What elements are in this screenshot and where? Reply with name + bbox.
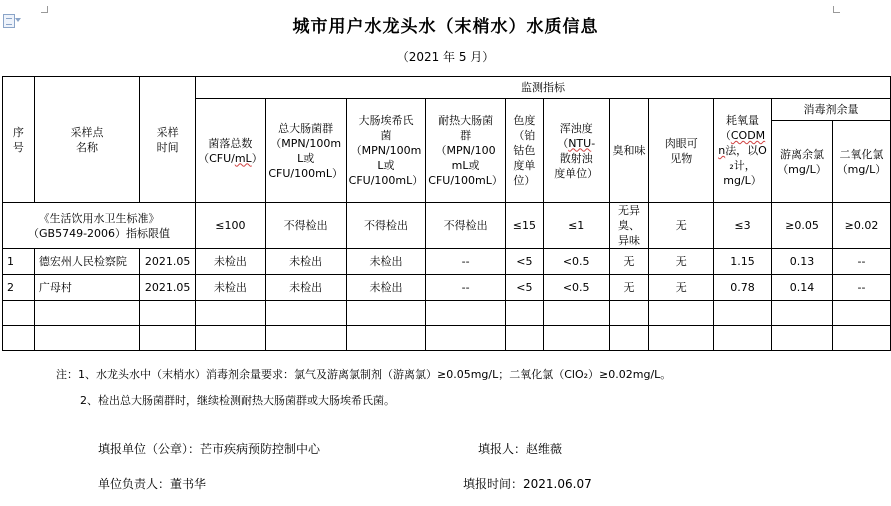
row-value: 0.13: [772, 249, 833, 275]
header-indicator-turbidity: 浑浊度 （NTU- 散射浊 度单位）: [543, 99, 609, 203]
report-date: 填报时间：2021.06.07: [463, 477, 592, 491]
standard-value: ≤15: [505, 203, 543, 249]
header-seq: 序 号: [3, 77, 35, 203]
row-value: 未检出: [346, 275, 426, 301]
standard-value: ≤3: [714, 203, 772, 249]
table-row-empty: [3, 326, 891, 351]
row-time: 2021.05: [140, 249, 196, 275]
row-value: <5: [505, 275, 543, 301]
row-site: 德宏州人民检察院: [34, 249, 139, 275]
row-seq: 1: [3, 249, 35, 275]
row-value: <0.5: [543, 249, 609, 275]
header-indicator-total-coliform: 总大肠菌群 （MPN/100m L或 CFU/100mL）: [265, 99, 346, 203]
standard-value: ≤1: [543, 203, 609, 249]
standard-value: 不得检出: [426, 203, 506, 249]
reporting-unit: 填报单位（公章）：芒市疾病预防控制中心: [98, 442, 321, 456]
header-indicator-visible: 肉眼可 见物: [649, 99, 714, 203]
header-indicator-free-chlorine: 游离余氯 （mg/L）: [772, 121, 833, 203]
standard-value: 不得检出: [346, 203, 426, 249]
standard-value: ≥0.05: [772, 203, 833, 249]
row-value: --: [426, 275, 506, 301]
header-indicator-chlorine-dioxide: 二氧化氯 （mg/L）: [832, 121, 890, 203]
note-line-1: 注：1、水龙头水中（末梢水）消毒剂余量要求：氯气及游离氯制剂（游离氯）≥0.05mg/L；二氧化氯（ClO₂）≥0.02mg/L。: [56, 368, 672, 381]
header-site: 采样点 名称: [34, 77, 139, 203]
header-indicator-ecoli: 大肠埃希氏 菌 （MPN/100m L或 CFU/100mL）: [346, 99, 426, 203]
table-row: [3, 275, 891, 301]
header-monitoring: 监测指标: [196, 77, 891, 99]
header-disinfectant-group: 消毒剂余量: [772, 99, 891, 121]
row-value: 1.15: [714, 249, 772, 275]
standard-value: ≤100: [196, 203, 266, 249]
row-value: --: [832, 249, 890, 275]
header-time: 采样 时间: [140, 77, 196, 203]
header-indicator-colony: 菌落总数 （CFU/mL）: [196, 99, 266, 203]
row-value: <5: [505, 249, 543, 275]
row-value: --: [426, 249, 506, 275]
row-value: 未检出: [196, 249, 266, 275]
header-indicator-color: 色度 （铂 钴色 度单 位）: [505, 99, 543, 203]
row-value: 未检出: [196, 275, 266, 301]
table-row: [3, 249, 891, 275]
row-time: 2021.05: [140, 275, 196, 301]
row-value: 0.78: [714, 275, 772, 301]
page-title: 城市用户水龙头水（末梢水）水质信息: [292, 17, 599, 37]
note-line-2: 2、检出总大肠菌群时，继续检测耐热大肠菌群或大肠埃希氏菌。: [80, 394, 395, 407]
standard-value: 无: [649, 203, 714, 249]
standard-value: ≥0.02: [832, 203, 890, 249]
unit-leader: 单位负责人：董书华: [98, 477, 207, 491]
row-value: 无: [609, 275, 649, 301]
row-value: --: [832, 275, 890, 301]
standard-value: 不得检出: [265, 203, 346, 249]
row-site: 广母村: [34, 275, 139, 301]
header-indicator-thermo-coliform: 耐热大肠菌 群 （MPN/100 mL或 CFU/100mL）: [426, 99, 506, 203]
standard-label: 《生活饮用水卫生标准》 （GB5749-2006）指标限值: [3, 203, 196, 249]
row-value: 未检出: [265, 275, 346, 301]
water-quality-table: [2, 76, 891, 351]
row-value: <0.5: [543, 275, 609, 301]
row-value: 0.14: [772, 275, 833, 301]
standard-value: 无异臭、 异味: [609, 203, 649, 249]
reporter: 填报人：赵维薇: [478, 442, 563, 456]
row-value: 未检出: [346, 249, 426, 275]
row-value: 无: [649, 249, 714, 275]
header-indicator-odor: 臭和味: [609, 99, 649, 203]
page-subtitle: （2021 年 5 月）: [396, 50, 495, 64]
row-seq: 2: [3, 275, 35, 301]
row-value: 无: [609, 249, 649, 275]
table-row-empty: [3, 301, 891, 326]
row-value: 未检出: [265, 249, 346, 275]
notes: [56, 362, 671, 414]
header-indicator-cod: 耗氧量 （CODM n法，以O ₂计， mg/L）: [714, 99, 772, 203]
row-value: 无: [649, 275, 714, 301]
